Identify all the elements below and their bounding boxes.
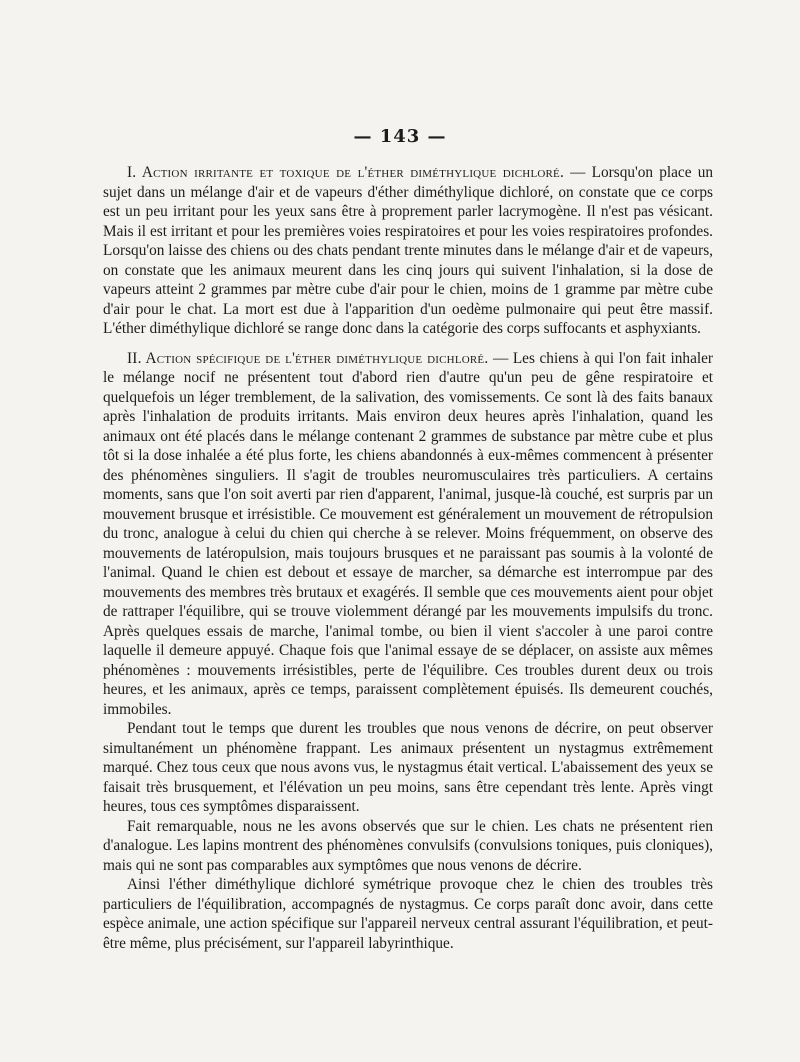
body-text (103, 163, 713, 953)
section-2-paragraph (103, 349, 713, 720)
section-2-heading: II. Action spécifique de l'éther diméthylique dichloré. (127, 349, 489, 367)
paragraph-species: Fait remarquable, nous ne les avons observés que sur le chien. Les chats ne présentent rien d'analogue. Les lapins montrent des phénomènes convulsifs (convulsions toniques, puis cloniques), mais qui ne sont pas comparables aux symptômes que nous venons de décrire. (103, 817, 713, 874)
paragraph-conclusion: Ainsi l'éther diméthylique dichloré symétrique provoque chez le chien des troubles très particuliers de l'équilibration, accompagnés de nystagmus. Ce corps paraît donc avoir, dans cette espèce animale, une action spécifique sur l'appareil nerveux central assurant l'équilibration, et peut-être même, plus précisément, sur l'appareil labyrinthique. (103, 876, 713, 952)
section-1-text: — Lorsqu'on place un sujet dans un mélange d'air et de vapeurs d'éther diméthylique dichloré, on constate que ce corps est un peu irritant pour les yeux sans être à proprement parler lacrymogène. Il n'est pas vésicant. Mais il est irritant et pour les premières voies respiratoires et pour les voies respiratoires profondes. Lorsqu'on laisse des chiens ou des chats pendant trente minutes dans le mélange d'air et de vapeurs, on constate que les animaux meurent dans les cinq jours qui suivent l'inhalation, si la dose de vapeurs atteint 2 grammes par mètre cube d'air pour le chien, moins de 1 gramme par mètre cube d'air pour le chat. La mort est due à l'apparition d'un oedème pulmonaire qui peut être massif. L'éther diméthylique dichloré se range donc dans la catégorie des corps suffocants et asphyxiants. (103, 164, 713, 337)
section-1-paragraph (103, 163, 713, 339)
section-1-heading: I. Action irritante et toxique de l'éther diméthylique dichloré. (127, 164, 564, 181)
section-2-text: — Les chiens à qui l'on fait inhaler le mélange nocif ne présentent tout d'abord rien d'autre qu'un peu de gêne respiratoire et quelquefois un léger tremblement, de la salivation, des vomissements. Ce sont là des faits banaux après l'inhalation de produits irritants. Mais environ deux heures après l'inhalation, quand les animaux ont été placés dans le mélange contenant 2 grammes de substance par mètre cube et plus tôt si la dose inhalée a été plus forte, les chiens abandonnés à eux-mêmes commencent à présenter des phénomènes singuliers. Il s'agit de troubles neuromusculaires très particuliers. A certains moments, sans que l'on soit averti par rien d'apparent, l'animal, jusque-là couché, est surpris par un mouvement brusque et irrésistible. Ce mouvement est généralement un mouvement de rétropulsion du tronc, analogue à celui du chien qui cherche à se relever. Moins fréquemment, on observe des mouvements de latéropulsion, mais toujours brusques et ne paraissant pas soumis à la volonté de l'animal. Quand le chien est debout et essaye de marcher, sa démarche est interrompue par des mouvements des membres très brutaux et exagérés. Il semble que ces mouvements aient pour objet de rattraper l'équilibre, qui se trouve violemment dérangé par les mouvements impulsifs du tronc. Après quelques essais de marche, l'animal tombe, ou bien il vient s'accoler à une paroi contre laquelle il demeure appuyé. Chaque fois que l'animal essaye de se déplacer, on assiste aux mêmes phénomènes : mouvements irrésistibles, perte de l'équilibre. Ces troubles durent deux ou trois heures, et les animaux, après ce temps, paraissent complètement épuisés. Ils demeurent couchés, immobiles. (103, 349, 713, 718)
paragraph-nystagmus: Pendant tout le temps que durent les troubles que nous venons de décrire, on peut observer simultanément un phénomène frappant. Les animaux présentent un nystagmus extrêmement marqué. Chez tous ceux que nous avons vus, le nystagmus était vertical. L'abaissement des yeux se faisait très brusquement, et l'élévation un peu moins, sans être cependant très lente. Après vingt heures, tous ces symptômes disparaissent. (103, 720, 713, 815)
page-number: — 143 — (353, 126, 447, 147)
